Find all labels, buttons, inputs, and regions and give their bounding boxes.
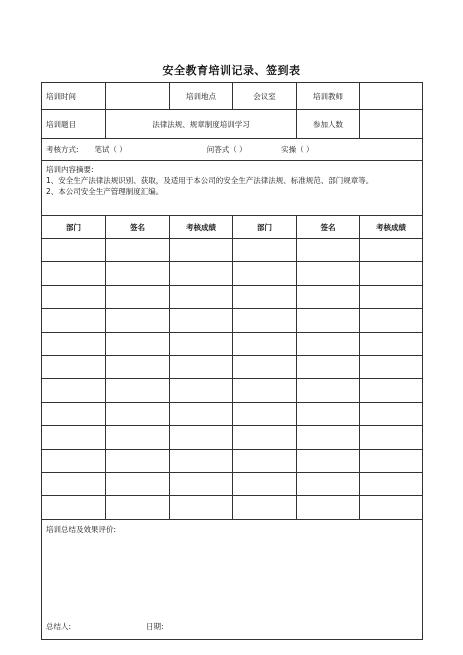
sign-cell[interactable] [42,402,106,425]
training-teacher-label: 培训教师 [297,83,360,110]
table-row [42,239,423,262]
sign-cell[interactable] [297,449,360,472]
table-row [42,262,423,285]
content-summary-cell [42,161,423,216]
sign-cell[interactable] [106,449,170,472]
table-row [42,402,423,425]
sign-cell[interactable] [297,332,360,355]
sign-cell[interactable] [360,426,423,449]
sign-cell[interactable] [106,285,170,308]
sign-cell[interactable] [297,309,360,332]
sign-cell[interactable] [233,449,297,472]
training-topic-label: 培训题目 [42,110,106,139]
training-topic-field[interactable]: 法律法规、规章制度培训学习 [106,110,297,139]
sign-cell[interactable] [170,262,233,285]
sign-cell[interactable] [42,285,106,308]
summary-footer [46,621,386,632]
training-teacher-field[interactable] [360,83,423,110]
training-place-field[interactable]: 会议室 [233,83,297,110]
sign-cell[interactable] [106,496,170,519]
sign-cell[interactable] [106,332,170,355]
sign-cell[interactable] [360,379,423,402]
summarizer-label: 总结人: [46,621,72,631]
sign-cell[interactable] [297,379,360,402]
sign-cell[interactable] [170,285,233,308]
table-row [42,449,423,472]
written-test-option[interactable]: 笔试（ ） [94,145,127,154]
content-summary-label: 培训内容摘要: [46,165,94,174]
sign-table-header [42,216,423,239]
oral-test-option[interactable]: 问答式（ ） [206,145,247,154]
header-department-2: 部门 [233,216,297,239]
sign-cell[interactable] [360,309,423,332]
content-summary-row [42,161,423,216]
table-row [42,379,423,402]
sign-cell[interactable] [233,426,297,449]
training-time-field[interactable] [106,83,170,110]
page-title: 安全教育培训记录、签到表 [162,64,301,77]
sign-cell[interactable] [170,355,233,378]
sign-cell[interactable] [360,449,423,472]
summary-label: 培训总结及效果评价: [46,524,117,534]
info-row-2 [42,110,423,139]
sign-cell[interactable] [42,449,106,472]
sign-cell[interactable] [106,355,170,378]
table-row [42,355,423,378]
sign-cell[interactable] [106,402,170,425]
content-item-2: 2、本公司安全生产管理制度汇编。 [46,187,164,196]
table-row [42,309,423,332]
sign-cell[interactable] [360,332,423,355]
sign-cell[interactable] [170,379,233,402]
sign-cell[interactable] [297,496,360,519]
sign-cell[interactable] [170,426,233,449]
sign-cell[interactable] [297,239,360,262]
header-signature-1: 签名 [106,216,170,239]
sign-cell[interactable] [106,239,170,262]
content-item-1: 1、安全生产法律法规识别、获取，及适用于本公司的安全生产法律法规、标准规范、部门规章等。 [46,176,374,185]
sign-cell[interactable] [233,309,297,332]
assessment-method-row [42,139,423,161]
sign-cell[interactable] [170,402,233,425]
table-row [42,426,423,449]
sign-cell[interactable] [170,449,233,472]
header-department-1: 部门 [42,216,106,239]
sign-cell[interactable] [233,355,297,378]
info-row-1 [42,83,423,110]
sign-cell[interactable] [170,496,233,519]
sign-cell[interactable] [360,285,423,308]
sign-cell[interactable] [170,332,233,355]
sign-cell[interactable] [360,239,423,262]
sign-cell[interactable] [106,262,170,285]
sign-cell[interactable] [297,355,360,378]
sign-cell[interactable] [170,239,233,262]
sign-cell[interactable] [42,379,106,402]
training-time-label: 培训时间 [42,83,106,110]
attendee-count-field[interactable] [360,110,423,139]
sign-cell[interactable] [42,239,106,262]
header-signature-2: 签名 [297,216,360,239]
sign-cell[interactable] [297,472,360,495]
sign-cell[interactable] [233,332,297,355]
table-row [42,332,423,355]
summary-row [42,519,423,639]
table-row [42,472,423,495]
sign-cell[interactable] [42,472,106,495]
practical-test-option[interactable]: 实操（ ） [281,145,314,154]
training-place-label: 培训地点 [170,83,233,110]
sign-cell[interactable] [233,262,297,285]
sign-cell[interactable] [233,379,297,402]
table-row [42,285,423,308]
summary-cell[interactable] [42,519,423,639]
header-score-1: 考核成绩 [170,216,233,239]
header-score-2: 考核成绩 [360,216,423,239]
sign-cell[interactable] [233,496,297,519]
sign-cell[interactable] [360,402,423,425]
attendee-count-label: 参加人数 [297,110,360,139]
sign-cell[interactable] [42,262,106,285]
date-label: 日期: [146,621,164,631]
sign-cell[interactable] [360,262,423,285]
sign-cell[interactable] [233,402,297,425]
sign-cell[interactable] [42,332,106,355]
assessment-method-label: 考核方式: [46,145,79,154]
sign-cell[interactable] [360,496,423,519]
sign-cell[interactable] [233,285,297,308]
sign-cell[interactable] [297,426,360,449]
sign-cell[interactable] [170,472,233,495]
sign-cell[interactable] [106,426,170,449]
table-row [42,496,423,519]
sign-cell[interactable] [360,472,423,495]
sign-cell[interactable] [42,496,106,519]
sign-cell[interactable] [106,379,170,402]
sign-cell[interactable] [233,472,297,495]
sign-cell[interactable] [297,402,360,425]
sign-cell[interactable] [106,309,170,332]
assessment-method-cell [42,139,423,161]
sign-cell[interactable] [170,309,233,332]
sign-cell[interactable] [297,262,360,285]
sign-cell[interactable] [297,285,360,308]
sign-cell[interactable] [106,472,170,495]
sign-cell[interactable] [42,355,106,378]
sign-cell[interactable] [360,355,423,378]
sign-cell[interactable] [42,426,106,449]
sign-cell[interactable] [233,239,297,262]
sign-cell[interactable] [42,309,106,332]
training-record-form [41,82,423,640]
